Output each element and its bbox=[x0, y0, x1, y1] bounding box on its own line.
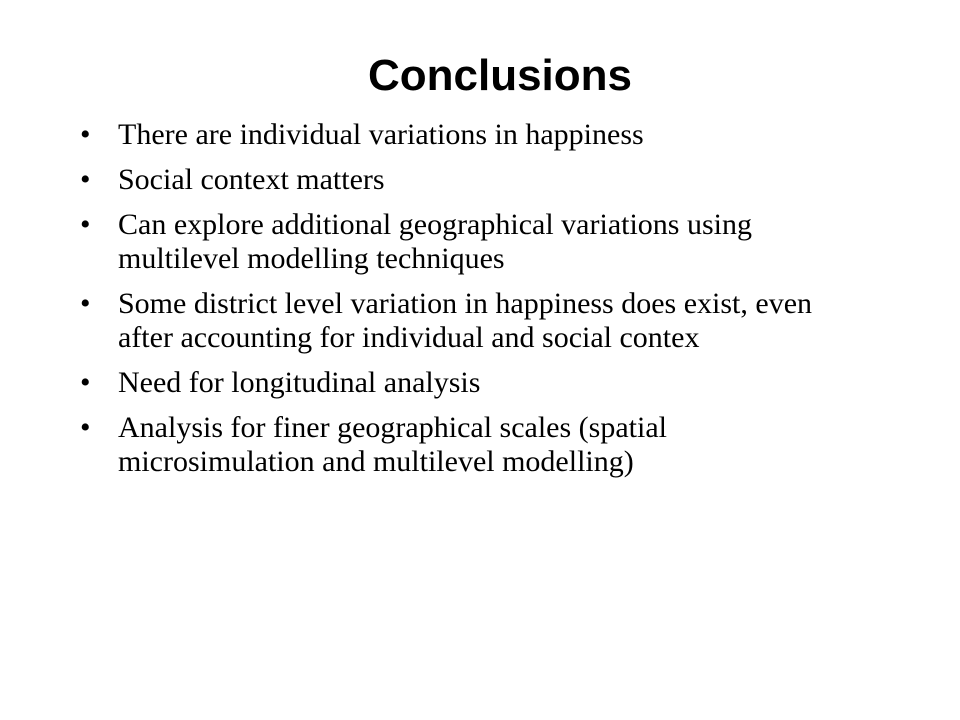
bullet-dot-icon: • bbox=[80, 411, 91, 444]
bullet-dot-icon: • bbox=[80, 287, 91, 320]
bullet-item bbox=[78, 287, 818, 355]
bullet-dot-icon: • bbox=[80, 366, 91, 399]
bullet-item bbox=[78, 118, 818, 152]
bullet-item bbox=[78, 208, 818, 276]
bullet-item bbox=[78, 163, 818, 197]
bullet-dot-icon: • bbox=[80, 118, 91, 151]
bullet-text: Can explore additional geographical variations using multilevel modelling techniques bbox=[118, 208, 752, 275]
bullet-text: Analysis for finer geographical scales (spatial microsimulation and multilevel modelling) bbox=[118, 411, 667, 478]
bullet-text: There are individual variations in happiness bbox=[118, 118, 644, 151]
bullet-dot-icon: • bbox=[80, 163, 91, 196]
bullet-item bbox=[78, 366, 818, 400]
bullet-list bbox=[78, 118, 818, 490]
bullet-text: Some district level variation in happiness does exist, even after accounting for individual and social contex bbox=[118, 287, 813, 354]
slide-title: Conclusions bbox=[367, 51, 633, 100]
bullet-item bbox=[78, 411, 818, 479]
bullet-dot-icon: • bbox=[80, 208, 91, 241]
bullet-text: Social context matters bbox=[118, 163, 385, 196]
bullet-text: Need for longitudinal analysis bbox=[118, 366, 481, 399]
